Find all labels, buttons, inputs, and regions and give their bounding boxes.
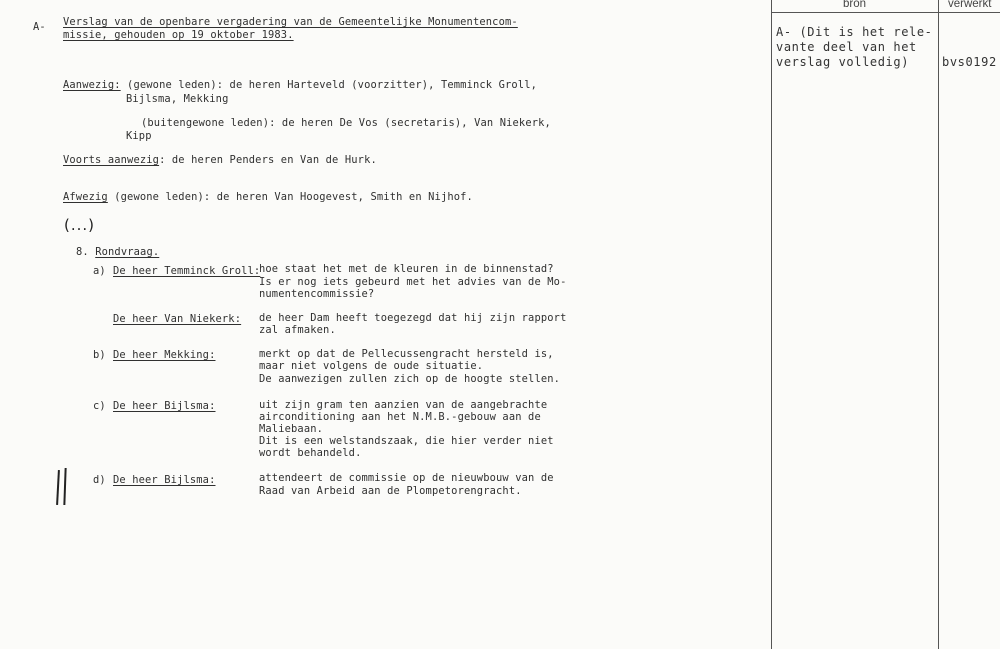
document-title: missie, gehouden op 19 oktober 1983. — [63, 29, 294, 41]
entry-speaker: De heer Temminck Groll: — [113, 265, 261, 277]
entry-text: maar niet volgens de oude situatie. — [259, 360, 484, 372]
entry-letter: a) — [93, 265, 106, 277]
margin-mark — [63, 468, 66, 505]
column-header-verwerkt: verwerkt — [948, 0, 992, 10]
item-heading — [76, 247, 159, 259]
entry-text: Is er nog iets gebeurd met het advies van de Mo- — [259, 276, 567, 288]
entry-text: zal afmaken. — [259, 324, 336, 336]
side-note-line: A- (Dit is het rele- — [776, 25, 933, 39]
header-rule — [771, 12, 1000, 13]
entry-text: airconditioning aan het N.M.B.-gebouw aan de — [259, 411, 541, 423]
entry-text: uit zijn gram ten aanzien van de aangebrachte — [259, 399, 548, 411]
entry-text: attendeert de commissie op de nieuwbouw van de — [259, 472, 554, 484]
side-note-line: verslag volledig) — [776, 55, 910, 69]
margin-mark — [56, 470, 60, 505]
item-title: Rondvraag. — [95, 246, 160, 258]
present-members: (gewone leden): de heren Harteveld (voorzitter), Temminck Groll, — [120, 79, 538, 91]
column-divider-right — [938, 0, 939, 649]
entry-letter: d) — [93, 474, 106, 486]
entry-text: Dit is een welstandszaak, die hier verder niet — [259, 435, 554, 447]
item-number: 8. — [76, 246, 89, 258]
entry-speaker: De heer Van Niekerk: — [113, 313, 242, 325]
entry-speaker: De heer Bijlsma: — [113, 474, 216, 486]
attendance-also — [63, 155, 377, 167]
attendance-absent — [63, 192, 473, 204]
entry-letter: b) — [93, 349, 106, 361]
document-title: Verslag van de openbare vergadering van de Gemeentelijke Monumentencom- — [63, 16, 518, 28]
column-divider-left — [771, 0, 772, 649]
entry-speaker: De heer Mekking: — [113, 349, 216, 361]
entry-text: Maliebaan. — [259, 423, 324, 435]
present-external-cont: Kipp — [126, 130, 152, 142]
present-label: Aanwezig: — [63, 79, 121, 91]
entry-text: de heer Dam heeft toegezegd dat hij zijn rapport — [259, 312, 567, 324]
entry-letter: c) — [93, 400, 106, 412]
absent-label: Afwezig — [63, 191, 108, 203]
entry-text: De aanwezigen zullen zich op de hoogte stellen. — [259, 373, 561, 385]
archive-code: bvs0192 — [942, 55, 997, 69]
attendance-present — [63, 80, 537, 92]
entry-text: hoe staat het met de kleuren in de binnenstad? — [259, 263, 554, 275]
entry-speaker: De heer Bijlsma: — [113, 400, 216, 412]
absent-text: (gewone leden): de heren Van Hoogevest, Smith en Nijhof. — [107, 191, 473, 203]
entry-text: numentencommissie? — [259, 288, 375, 300]
side-note-line: vante deel van het — [776, 40, 917, 54]
entry-text: Raad van Arbeid aan de Plompetorengracht. — [259, 485, 522, 497]
present-external: (buitengewone leden): de heren De Vos (secretaris), Van Niekerk, — [141, 117, 551, 129]
also-text: : de heren Penders en Van de Hurk. — [159, 154, 377, 166]
entry-text: wordt behandeld. — [259, 447, 362, 459]
also-label: Voorts aanwezig — [63, 154, 160, 166]
present-members-cont: Bijlsma, Mekking — [126, 93, 229, 105]
omission-ellipsis: (...) — [64, 216, 96, 234]
entry-text: merkt op dat de Pellecussengracht hersteld is, — [259, 348, 554, 360]
column-header-bron: bron — [843, 0, 867, 10]
section-marker: A- — [33, 21, 46, 33]
